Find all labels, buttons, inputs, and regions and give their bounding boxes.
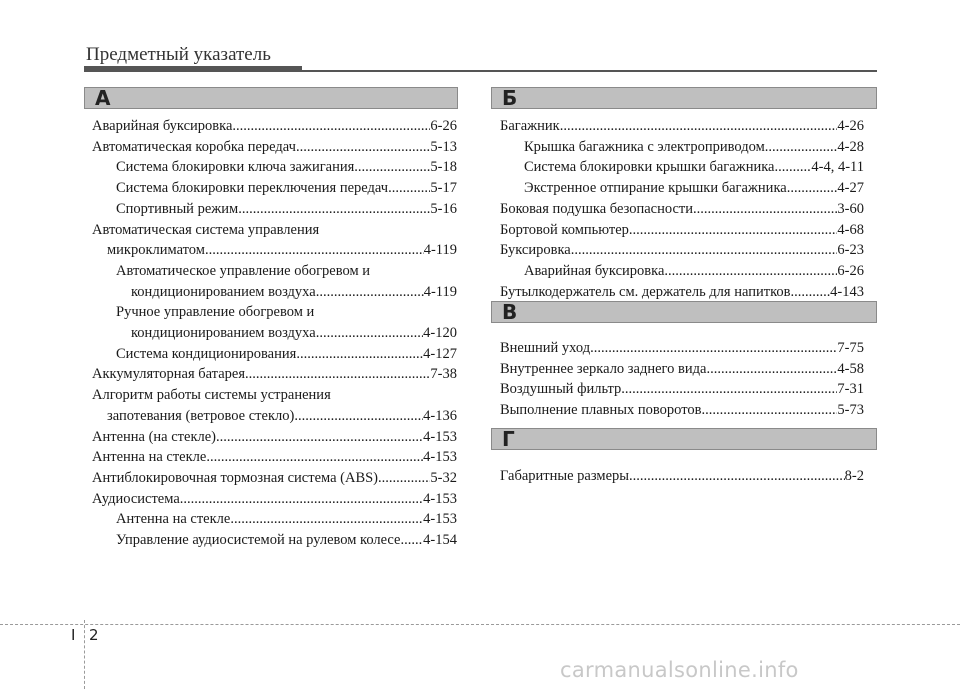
index-entry-page: 4-143: [830, 283, 864, 300]
index-entry-text: Система кондиционирования: [116, 345, 297, 362]
footer-chapter: I: [71, 626, 76, 644]
index-entry: [500, 157, 864, 178]
dot-leader: [296, 344, 423, 365]
dot-leader: [230, 509, 423, 530]
index-entry-page: 5-17: [430, 180, 457, 197]
index-entry: [92, 240, 457, 261]
index-entry: [92, 530, 457, 551]
index-entry-page: 4-68: [837, 221, 864, 238]
index-entry-text: микроклиматом: [107, 242, 205, 259]
dot-leader: [206, 447, 423, 468]
index-entry: [500, 400, 864, 421]
dot-leader: [664, 261, 837, 282]
index-entry-text: кондиционированием воздуха: [131, 283, 316, 300]
index-entry-page: 5-18: [430, 159, 457, 176]
index-entry-text: Алгоритм работы системы устранения: [92, 387, 331, 404]
dot-leader: [294, 406, 423, 427]
index-entry-text: Внешний уход: [500, 340, 591, 356]
dot-leader: [571, 240, 838, 261]
index-entry: [92, 468, 457, 489]
index-entry-text: Аудиосистема: [92, 490, 180, 507]
index-entry: [92, 427, 457, 448]
index-entry: [92, 220, 457, 241]
index-entry-text: Автоматическая система управления: [92, 221, 320, 238]
index-entry-text: Бортовой компьютер: [500, 221, 629, 238]
index-entry: [92, 489, 457, 510]
index-entry: [92, 137, 457, 158]
index-entry: [500, 116, 864, 137]
index-entry-text: Антенна (на стекле): [92, 428, 216, 445]
index-entry: [92, 385, 457, 406]
index-entry-text: Антенна на стекле: [92, 449, 207, 466]
index-entry-text: Система блокировки ключа зажигания: [116, 159, 355, 176]
dot-leader: [296, 137, 430, 158]
dot-leader: [787, 178, 838, 199]
index-entry: [92, 199, 457, 220]
dot-leader: [378, 468, 430, 489]
index-entry-text: Ручное управление обогревом и: [116, 304, 315, 321]
index-entry-text: Аккумуляторная батарея: [92, 366, 245, 383]
dot-leader: [316, 323, 423, 344]
index-entry-page: 4-127: [423, 345, 457, 362]
dot-leader: [316, 282, 424, 303]
footer-page-number: 2: [89, 626, 99, 644]
dot-leader: [205, 240, 424, 261]
index-entry-page: 5-16: [430, 200, 457, 217]
dot-leader: [790, 282, 830, 303]
dot-leader: [238, 199, 430, 220]
index-column-g: [500, 466, 864, 487]
index-entry-page: 4-153: [423, 490, 457, 507]
index-entry: [500, 178, 864, 199]
index-entry: [92, 509, 457, 530]
index-entry-page: 4-28: [837, 138, 864, 155]
index-entry: [500, 338, 864, 359]
index-entry-text: Выполнение плавных поворотов: [500, 402, 702, 419]
header-rule-thick: [84, 66, 302, 72]
dot-leader: [245, 364, 430, 385]
dot-leader: [590, 338, 837, 359]
index-entry-page: 8-2: [844, 468, 864, 484]
index-entry-page: 6-26: [430, 118, 457, 134]
index-entry-page: 3-60: [837, 200, 864, 217]
index-entry-text: Автоматическая коробка передач: [92, 138, 296, 155]
section-header-a: А: [84, 87, 458, 109]
index-entry: [500, 240, 864, 261]
dot-leader: [180, 489, 423, 510]
section-header-v: В: [491, 301, 877, 323]
index-entry-page: 4-26: [837, 118, 864, 134]
index-entry: [500, 466, 864, 487]
index-entry: [92, 282, 457, 303]
index-entry-text: Воздушный фильтр: [500, 381, 622, 398]
dot-leader: [354, 157, 430, 178]
index-entry-text: Спортивный режим: [116, 200, 239, 217]
index-entry: [92, 116, 457, 137]
index-entry-text: Внутреннее зеркало заднего вида: [500, 360, 707, 377]
index-entry-text: Крышка багажника с электроприводом: [524, 138, 765, 155]
dot-leader: [701, 400, 837, 421]
dot-leader: [629, 220, 837, 241]
index-column-a: [92, 116, 457, 551]
index-entry-page: 4-119: [423, 242, 457, 259]
index-entry-text: Антиблокировочная тормозная система (ABS): [92, 469, 379, 486]
index-entry-page: 4-154: [423, 532, 457, 549]
index-entry-page: 4-27: [837, 180, 864, 197]
index-entry-text: Боковая подушка безопасности: [500, 200, 694, 217]
index-entry: [92, 323, 457, 344]
dot-leader: [693, 199, 837, 220]
index-column-v: [500, 338, 864, 421]
dot-leader: [388, 178, 430, 199]
index-entry: [500, 220, 864, 241]
index-entry-text: Управление аудиосистемой на рулевом колесе: [116, 532, 401, 549]
index-entry-text: Автоматическое управление обогревом и: [116, 262, 371, 279]
index-entry-text: Антенна на стекле: [116, 511, 231, 528]
index-entry: [92, 178, 457, 199]
index-entry-page: 5-32: [430, 469, 457, 486]
dot-leader: [621, 379, 837, 400]
index-entry: [500, 261, 864, 282]
index-entry-page: 7-31: [837, 381, 864, 398]
index-entry-page: 4-153: [423, 428, 457, 445]
index-entry-text: Бутылкодержатель см. держатель для напитков: [500, 283, 791, 300]
index-entry-page: 4-153: [423, 511, 457, 528]
index-entry: [92, 447, 457, 468]
index-entry: [500, 137, 864, 158]
index-column-b: [500, 116, 864, 302]
page-header-title: Предметный указатель: [86, 44, 271, 65]
index-entry-page: 4-4, 4-11: [811, 159, 864, 176]
index-entry: [92, 344, 457, 365]
index-entry-page: 4-136: [423, 407, 457, 424]
index-entry: [500, 379, 864, 400]
dot-leader: [629, 466, 845, 487]
index-entry: [92, 261, 457, 282]
index-entry-page: 5-13: [430, 138, 457, 155]
dot-leader: [560, 116, 838, 137]
index-entry-page: 5-73: [837, 402, 864, 419]
index-entry-page: 6-23: [837, 242, 864, 259]
index-entry-text: кондиционированием воздуха: [131, 325, 316, 342]
index-entry-page: 4-58: [837, 360, 864, 377]
index-entry-text: Габаритные размеры: [500, 468, 629, 484]
index-entry-page: 7-38: [430, 366, 457, 383]
index-entry-text: запотевания (ветровое стекло): [107, 407, 295, 424]
index-entry: [92, 157, 457, 178]
index-entry: [92, 302, 457, 323]
header-rule-thin: [302, 70, 877, 72]
watermark-text: carmanualsonline.info: [560, 658, 799, 682]
dot-leader: [216, 427, 423, 448]
index-entry: [500, 199, 864, 220]
dot-leader: [232, 116, 430, 137]
index-entry-page: 7-75: [837, 340, 864, 356]
index-entry-text: Аварийная буксировка: [92, 118, 233, 134]
footer-vline: [84, 620, 85, 689]
index-entry-text: Экстренное отпирание крышки багажника: [524, 180, 787, 197]
index-entry-text: Багажник: [500, 118, 560, 134]
index-entry: [500, 282, 864, 303]
index-entry: [500, 359, 864, 380]
index-entry-text: Система блокировки крышки багажника: [524, 159, 775, 176]
footer-hline: [0, 624, 960, 625]
index-entry-page: 4-119: [423, 283, 457, 300]
section-header-b: Б: [491, 87, 877, 109]
index-entry-text: Аварийная буксировка: [524, 262, 665, 279]
section-header-g: Г: [491, 428, 877, 450]
index-entry-text: Система блокировки переключения передач: [116, 180, 389, 197]
index-entry-page: 6-26: [837, 262, 864, 279]
dot-leader: [400, 530, 423, 551]
dot-leader: [706, 359, 837, 380]
index-entry-page: 4-153: [423, 449, 457, 466]
dot-leader: [775, 157, 812, 178]
index-entry: [92, 364, 457, 385]
index-entry-page: 4-120: [423, 325, 457, 342]
dot-leader: [765, 137, 838, 158]
index-entry-text: Буксировка: [500, 242, 571, 259]
index-entry: [92, 406, 457, 427]
